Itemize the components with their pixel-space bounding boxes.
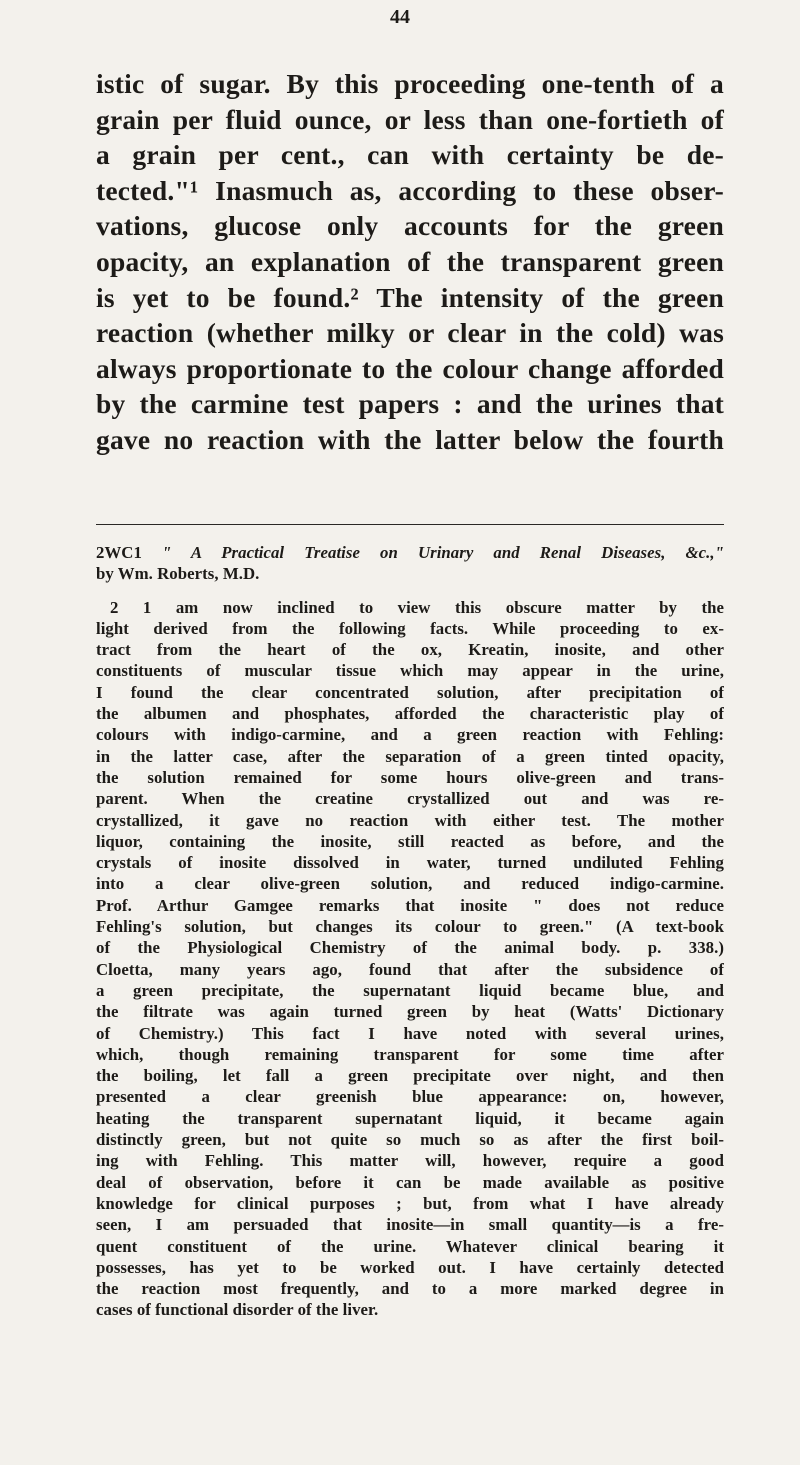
- footnote-2-line: Cloetta, many years ago, found that after the subsidence of: [96, 959, 724, 979]
- footnote-2-line: of the Physiological Chemistry of the animal body. p. 338.): [96, 938, 724, 958]
- footnote-2: [96, 597, 724, 1321]
- footnote-1-line: [96, 542, 724, 563]
- footnote-2-line: I found the clear concentrated solution, after precipitation of: [96, 682, 724, 702]
- page-number: 44: [390, 6, 410, 28]
- body-line: always proportionate to the colour change afforded: [96, 352, 724, 384]
- footnote-2-line: quent constituent of the urine. Whatever clinical bearing it: [96, 1236, 724, 1256]
- main-text: [96, 66, 724, 458]
- body-line: a grain per cent., can with certainty be de-: [96, 139, 724, 171]
- footnote-2-line: parent. When the creatine crystallized out and was re-: [96, 789, 724, 809]
- footnote-1-title: " A Practical Treatise on Urinary and Renal Diseases, &c.,": [162, 543, 724, 562]
- body-line: reaction (whether milky or clear in the cold) was: [96, 317, 724, 349]
- footnote-2-line: a green precipitate, the supernatant liquid became blue, and: [96, 980, 724, 1000]
- footnote-2-line: constituents of muscular tissue which may appear in the urine,: [96, 661, 724, 681]
- footnote-2-line: cases of functional disorder of the liver.: [96, 1300, 379, 1320]
- footnote-2-line: deal of observation, before it can be made available as positive: [96, 1172, 724, 1192]
- footnote-1: [96, 542, 724, 585]
- footnote-2-line: Fehling's solution, but changes its colour to green." (A text-book: [96, 917, 724, 937]
- footnote-2-line: tract from the heart of the ox, Kreatin, inosite, and other: [96, 640, 724, 660]
- footnote-2-line: the reaction most frequently, and to a more marked degree in: [96, 1279, 724, 1299]
- footnote-2-line: into a clear olive-green solution, and reduced indigo-carmine.: [96, 874, 724, 894]
- footnote-2-line: the filtrate was again turned green by heat (Watts' Dictionary: [96, 1002, 724, 1022]
- footnote-2-line: colours with indigo-carmine, and a green reaction with Fehling:: [96, 725, 724, 745]
- footnote-2-line: presented a clear greenish blue appearance: on, however,: [96, 1087, 724, 1107]
- body-line: istic of sugar. By this proceeding one-tenth of a: [96, 68, 724, 99]
- footnote-2-line: ing with Fehling. This matter will, however, require a good: [96, 1151, 724, 1171]
- footnote-2-line: the albumen and phosphates, afforded the characteristic play of: [96, 704, 724, 724]
- footnote-2-line: possesses, has yet to be worked out. I have certainly detected: [96, 1257, 724, 1277]
- footnote-2-line: heating the transparent supernatant liquid, it became again: [96, 1108, 724, 1128]
- footnote-divider: [96, 524, 724, 525]
- footnote-2-line: the boiling, let fall a green precipitate over night, and then: [96, 1066, 724, 1086]
- body-line: grain per fluid ounce, or less than one-fortieth of: [96, 103, 724, 135]
- footnote-2-line: which, though remaining transparent for some time after: [96, 1044, 724, 1064]
- footnote-2-line: distinctly green, but not quite so much so as after the first boil-: [96, 1130, 724, 1150]
- footnote-2-line: in the latter case, after the separation of a green tinted opacity,: [96, 746, 724, 766]
- body-line: is yet to be found.² The intensity of the green: [96, 281, 724, 313]
- body-line: by the carmine test papers : and the urines that: [96, 388, 724, 420]
- footnote-2-line: the solution remained for some hours olive-green and trans-: [96, 767, 724, 787]
- footnote-2-line: of Chemistry.) This fact I have noted with several urines,: [96, 1023, 724, 1043]
- body-line: tected."¹ Inasmuch as, according to these obser-: [96, 174, 724, 206]
- footnote-2-line: knowledge for clinical purposes ; but, from what I have already: [96, 1193, 724, 1213]
- footnote-1-author: by Wm. Roberts, M.D.: [96, 564, 260, 584]
- footnote-2-line: crystals of inosite dissolved in water, turned undiluted Fehling: [96, 853, 724, 873]
- body-line: gave no reaction with the latter below the fourth: [96, 423, 724, 455]
- body-line: vations, glucose only accounts for the green: [96, 210, 724, 242]
- footnote-2-line: 2 1 am now inclined to view this obscure matter by the: [110, 597, 724, 617]
- footnotes: [96, 542, 724, 1321]
- footnote-2-line: Prof. Arthur Gamgee remarks that inosite " does not reduce: [96, 895, 724, 915]
- footnote-2-line: light derived from the following facts. While proceeding to ex-: [96, 618, 724, 638]
- body-line: opacity, an explanation of the transparent green: [96, 245, 724, 277]
- footnote-2-line: liquor, containing the inosite, still reacted as before, and the: [96, 831, 724, 851]
- footnote-2-line: crystallized, it gave no reaction with either test. The mother: [96, 810, 724, 830]
- footnote-1-marker: 2WC1: [96, 543, 142, 562]
- footnote-2-line: seen, I am persuaded that inosite—in small quantity—is a fre-: [96, 1215, 724, 1235]
